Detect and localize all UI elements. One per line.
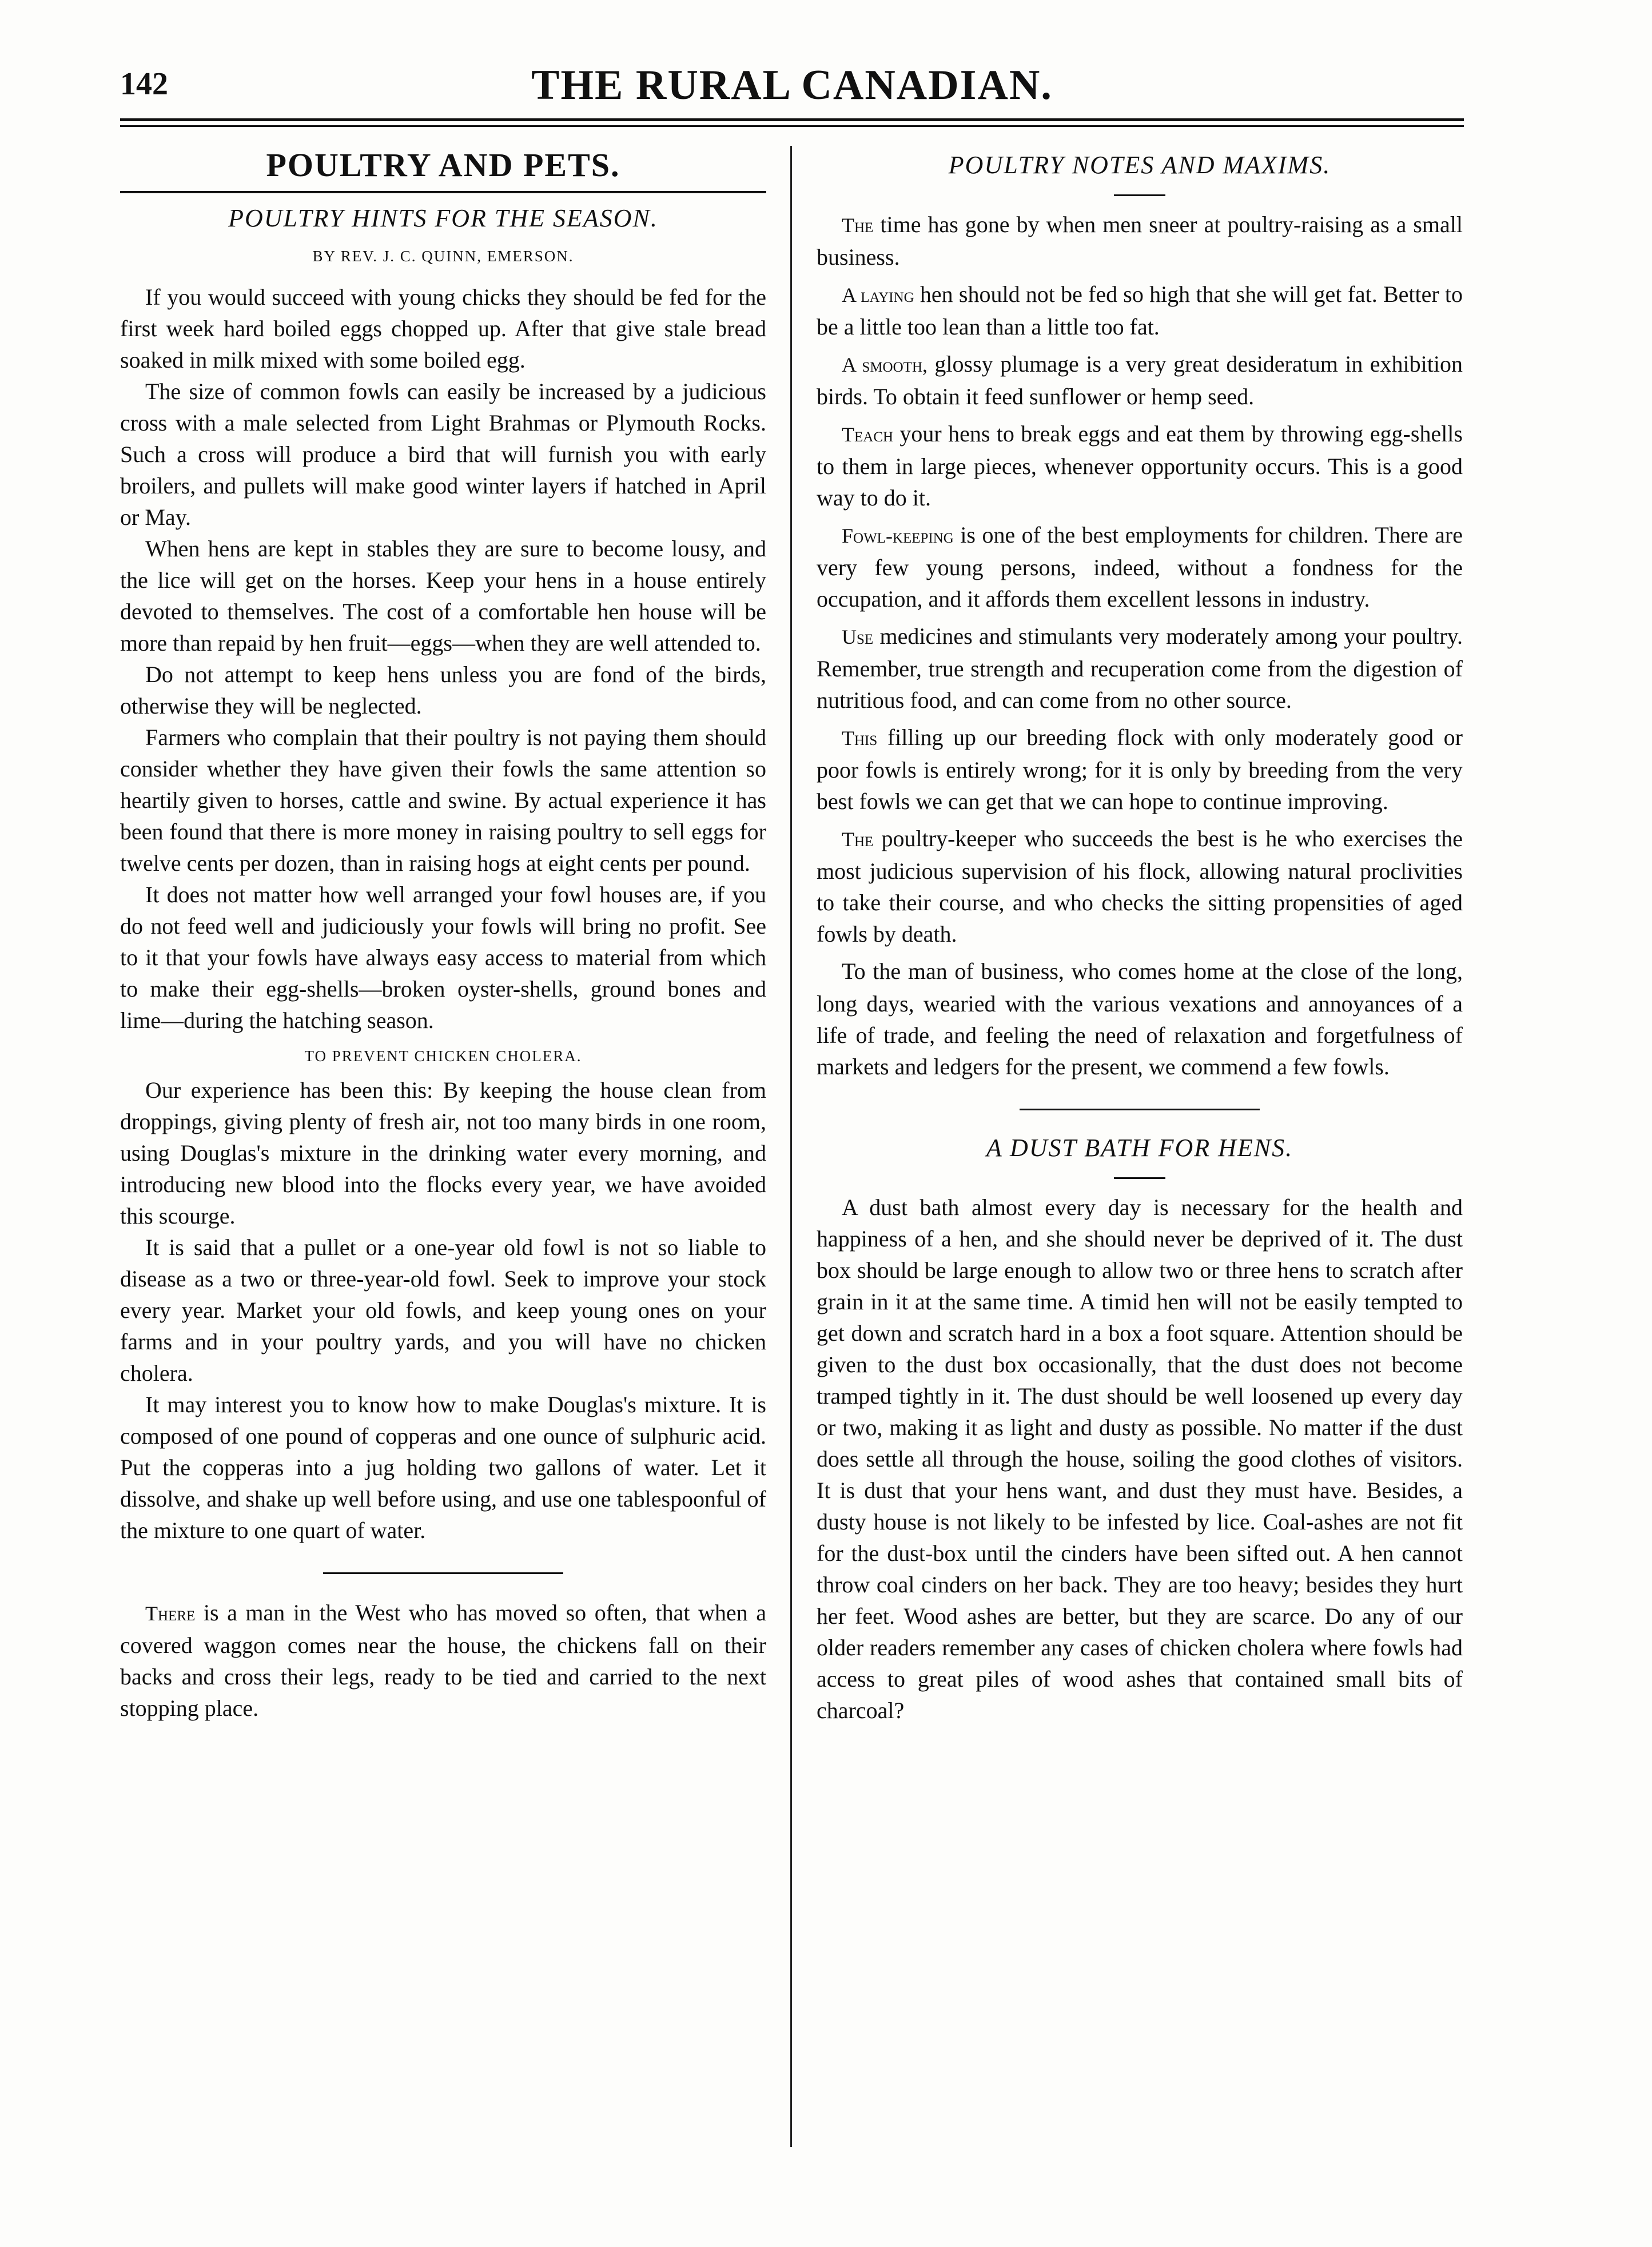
paragraph: It is said that a pullet or a one-year old fowl is not so liable to disease as a two or three-year-old fowl. Seek to improve your stock every year. Market your old fowls, and keep young ones on your farms and in your poultry yards, and you will have no chicken cholera.	[120, 1234, 766, 1386]
paragraph: Farmers who complain that their poultry is not paying them should consider whether they have given their fowls the same attention so heartily given to horses, cattle and swine. By actual experience it has been found that there is more money in raising poultry to sell eggs for twelve cents per dozen, than in raising hogs at eight cents per pound.	[120, 724, 766, 876]
maxim-text: hen should not be fed so high that she will get fat. Better to be a little too lean than a little too fat.	[817, 281, 1463, 340]
section-title: POULTRY AND PETS.	[266, 146, 620, 184]
right-column	[817, 146, 1463, 1726]
maxim-text: To the man of business, who comes home at the close of the long, long days, wearied with the various vexations and annoyances of a life of trade, and feeling the need of relaxation and forgetfulness of markets and ledgers for the present, we commend a few fowls.	[817, 958, 1463, 1079]
paragraph: A dust bath almost every day is necessary for the health and happiness of a hen, and she should never be deprived of it. The dust box should be large enough to allow two or three hens to scratch after grain in it at the same time. A timid hen will not be easily tempted to get down and scratch hard in a box a foot square. Attention should be given to the dust box occasionally, that the dust does not become tramped tightly in it. The dust should be well loosened up every day or two, making it as light and dusty as possible. No matter if the dust does settle all through the house, soiling the good clothes of visitors. It is dust that your hens want, and dust they must have. Besides, a dusty house is not likely to be infested by lice. Coal-ashes are not fit for the dust-box until the cinders have been sifted out. A hen cannot throw coal cinders on her back. They are too heavy; besides they hurt her feet. Wood ashes are better, but they are scarce. Do any of our older readers remember any cases of chicken cholera where fowls had access to great piles of wood ashes that contained small bits of charcoal?	[817, 1194, 1463, 1723]
maxim	[817, 955, 1463, 1082]
article-title-notes-maxims: POULTRY NOTES AND MAXIMS.	[948, 151, 1331, 179]
separator-rule	[1020, 1109, 1260, 1110]
paragraph: It does not matter how well arranged your fowl houses are, if you do not feed well and judiciously your fowls will bring no profit. See to it that your fowls have always easy access to material from which to make their egg-shells—broken oyster-shells, ground bones and lime—during the hatching season.	[120, 882, 766, 1033]
maxim	[817, 823, 1463, 950]
article-title-dust-bath: A DUST BATH FOR HENS.	[986, 1134, 1293, 1162]
paragraph: When hens are kept in stables they are sure to become lousy, and the lice will get on the horses. Keep your hens in a house entirely devoted to themselves. The cost of a comfortable hen house will be more than repaid by hen fruit—eggs—when they are well attended to.	[120, 536, 766, 656]
maxim-text: filling up our breeding flock with only moderately good or poor fowls is entirely wrong; for it is only by breeding from the very best fowls we can get that we can hope to continue improving.	[817, 724, 1463, 814]
paragraph: Our experience has been this: By keeping the house clean from droppings, giving plenty of fresh air, not too many birds in one room, using Douglas's mixture in the drinking water every morning, and introducing new blood into the flocks every year, we have avoided this scourge.	[120, 1077, 766, 1229]
maxim	[817, 722, 1463, 817]
title-rule	[1114, 1177, 1165, 1179]
maxim	[817, 348, 1463, 412]
paragraph: The size of common fowls can easily be increased by a judicious cross with a male selected from Light Brahmas or Plymouth Rocks. Such a cross will produce a bird that will furnish you with early broilers, and pullets will make good winter layers if hatched in April or May.	[120, 379, 766, 530]
header-rule-bottom	[120, 125, 1464, 127]
lead-word: Use	[842, 626, 874, 648]
separator-rule	[323, 1572, 563, 1574]
lead-word: The	[842, 214, 874, 237]
anecdote-text: is a man in the West who has moved so often, that when a covered waggon comes near the house, the chickens fall on their backs and cross their legs, ready to be tied and carried to the next stopping place.	[120, 1600, 766, 1721]
maxim-text: time has gone by when men sneer at poultry-raising as a small business.	[817, 212, 1463, 270]
paper-title: THE RURAL CANADIAN.	[531, 62, 1053, 109]
maxim-text: poultry-keeper who succeeds the best is he who exercises the most judicious supervision of his flock, allowing natural proclivities to take their course, and who checks the sitting propensities of aged fowls by death.	[817, 826, 1463, 947]
newspaper-page	[120, 54, 1464, 1723]
header-rule-top	[120, 118, 1464, 121]
lead-word: A laying	[842, 284, 914, 306]
title-rule	[1114, 194, 1165, 196]
byline: BY REV. J. C. QUINN, EMERSON.	[312, 248, 574, 265]
maxim	[817, 620, 1463, 716]
left-column	[120, 146, 766, 1724]
paragraph: Do not attempt to keep hens unless you are fond of the birds, otherwise they will be neglected.	[120, 662, 766, 719]
maxim-text: is one of the best employments for children. There are very few young persons, indeed, without a fondness for the occupation, and it affords them excellent lessons in industry.	[817, 522, 1463, 612]
paragraph: If you would succeed with young chicks they should be fed for the first week hard boiled eggs chopped up. After that give stale bread soaked in milk mixed with some boiled egg.	[120, 284, 766, 373]
maxim	[817, 418, 1463, 513]
maxim	[817, 278, 1463, 342]
lead-word: This	[842, 727, 878, 750]
page-number: 142	[120, 66, 168, 102]
maxim	[817, 519, 1463, 615]
maxim-text: your hens to break eggs and eat them by throwing egg-shells to them in large pieces, whenever opportunity occurs. This is a good way to do it.	[817, 421, 1463, 511]
page-header	[120, 54, 1464, 117]
section-rule	[120, 191, 766, 193]
anecdote-paragraph	[120, 1597, 766, 1724]
column-divider	[790, 146, 792, 2147]
paragraph: It may interest you to know how to make Douglas's mixture. It is composed of one pound of copperas and one ounce of sulphuric acid. Put the copperas into a jug holding two gallons of water. Let it dissolve, and shake up well before using, and use one tablespoonful of the mixture to one quart of water.	[120, 1392, 766, 1543]
maxim	[817, 209, 1463, 273]
lead-word: There	[145, 1602, 196, 1625]
article-title-poultry-hints: POULTRY HINTS FOR THE SEASON.	[228, 204, 658, 232]
lead-word: Fowl-keeping	[842, 524, 954, 547]
maxim-text: medicines and stimulants very moderately among your poultry. Remember, true strength and recuperation come from the digestion of nutritious food, and can come from no other source.	[817, 623, 1463, 713]
maxim-text: glossy plumage is a very great desideratum in exhibition birds. To obtain it feed sunflower or hemp seed.	[817, 351, 1463, 409]
lead-word: Teach	[842, 423, 894, 446]
lead-word: The	[842, 828, 874, 851]
subhead-cholera: TO PREVENT CHICKEN CHOLERA.	[304, 1047, 582, 1065]
lead-word: A smooth,	[842, 353, 927, 376]
